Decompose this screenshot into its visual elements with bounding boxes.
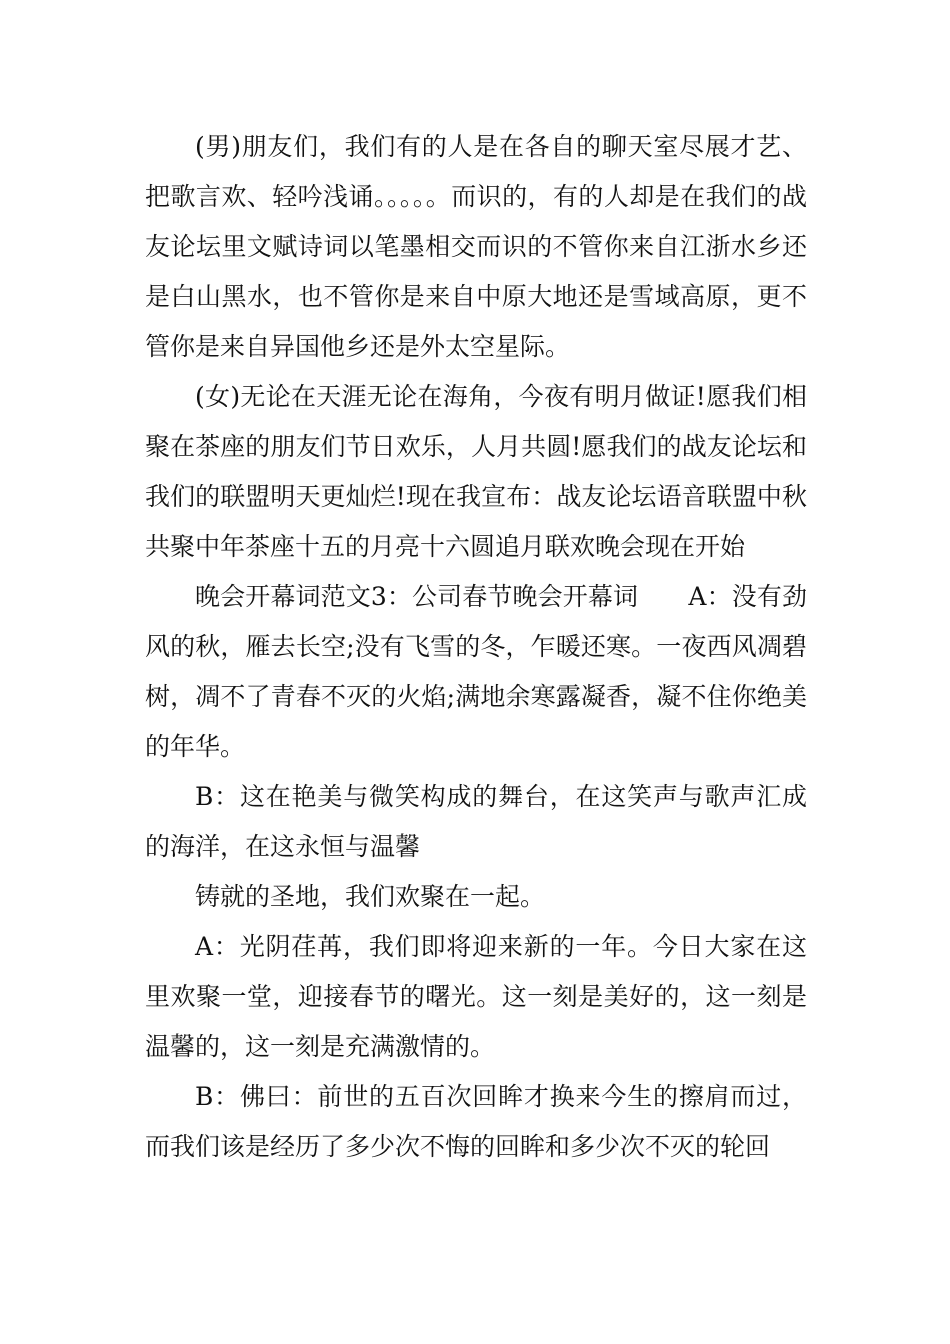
paragraph-gather-together: 铸就的圣地，我们欢聚在一起。 (195, 882, 546, 911)
paragraph-female-host: (女)无论在天涯无论在海角，今夜有明月做证!愿我们相聚在茶座的朋友们节日欢乐，人月共圆!愿我们的战友论坛和我们的联盟明天更灿烂!现在我宣布：战友论坛语音联盟中秋共聚中年茶座十五的月亮十六圆追月联欢晚会现在开始 (145, 382, 807, 561)
paragraph-sample-3-title: 晚会开幕词范文3：公司春节晚会开幕词 A：没有劲风的秋，雁去长空;没有飞雪的冬，乍暖还寒。一夜西风凋碧树，凋不了青春不灭的火焰;满地余寒露凝香，凝不住你绝美的年华。 (145, 582, 807, 761)
document-body (145, 122, 807, 1172)
paragraph-b-buddha: B：佛曰：前世的五百次回眸才换来今生的擦肩而过，而我们该是经历了多少次不悔的回眸和多少次不灭的轮回 (145, 1082, 807, 1161)
paragraph-a-new-year: A：光阴荏苒，我们即将迎来新的一年。今日大家在这里欢聚一堂，迎接春节的曙光。这一刻是美好的，这一刻是温馨的，这一刻是充满激情的。 (145, 932, 807, 1061)
paragraph-male-host: (男)朋友们，我们有的人是在各自的聊天室尽展才艺、把歌言欢、轻吟浅诵。。。。。而识的，有的人却是在我们的战友论坛里文赋诗词以笔墨相交而识的不管你来自江浙水乡还是白山黑水，也不管你是来自中原大地还是雪域高原，更不管你是来自异国他乡还是外太空星际。 (145, 132, 807, 361)
paragraph-b-stage: B：这在艳美与微笑构成的舞台，在这笑声与歌声汇成的海洋，在这永恒与温馨 (145, 782, 807, 861)
